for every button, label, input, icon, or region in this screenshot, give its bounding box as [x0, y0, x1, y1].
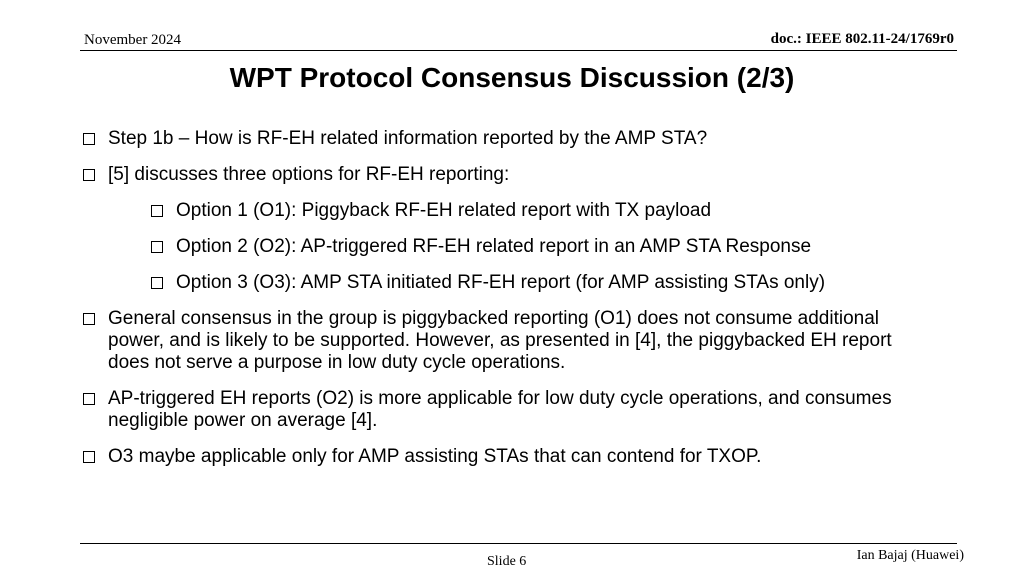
slide-body [80, 128, 920, 482]
bullet-item [80, 164, 920, 186]
checkbox-bullet-icon [151, 241, 163, 253]
bullet-text: Step 1b – How is RF-EH related information reported by the AMP STA? [108, 128, 708, 149]
checkbox-bullet-icon [151, 205, 163, 217]
sub-bullet-text: Option 1 (O1): Piggyback RF-EH related report with TX payload [176, 200, 712, 221]
bullet-text: General consensus in the group is piggybacked reporting (O1) does not consume additional power, and is likely to be supported. However, as presented in [4], the piggybacked EH report does not serve a purpose in low duty cycle operations. [108, 308, 892, 373]
bullet-item [80, 388, 920, 432]
bullet-text: AP-triggered EH reports (O2) is more applicable for low duty cycle operations, and consumes negligible power on average [4]. [108, 388, 892, 431]
checkbox-bullet-icon [83, 133, 95, 145]
bullet-item [80, 308, 920, 374]
sub-bullet-item [148, 200, 920, 222]
bullet-text: O3 maybe applicable only for AMP assisting STAs that can contend for TXOP. [108, 446, 762, 467]
footer-divider [80, 543, 957, 544]
footer-author: Ian Bajaj (Huawei) [856, 548, 964, 563]
slide-number: Slide 6 [487, 554, 527, 569]
header-divider [80, 50, 957, 51]
sub-bullet-item [148, 272, 920, 294]
bullet-item [80, 446, 920, 468]
checkbox-bullet-icon [83, 451, 95, 463]
header-date: November 2024 [84, 32, 182, 48]
slide-title: WPT Protocol Consensus Discussion (2/3) [229, 62, 795, 93]
checkbox-bullet-icon [83, 393, 95, 405]
sub-bullet-text: Option 3 (O3): AMP STA initiated RF-EH report (for AMP assisting STAs only) [176, 272, 826, 293]
checkbox-bullet-icon [83, 169, 95, 181]
bullet-text: [5] discusses three options for RF-EH reporting: [108, 164, 510, 185]
header-doc-id: doc.: IEEE 802.11-24/1769r0 [770, 31, 954, 47]
checkbox-bullet-icon [83, 313, 95, 325]
checkbox-bullet-icon [151, 277, 163, 289]
sub-bullet-text: Option 2 (O2): AP-triggered RF-EH related report in an AMP STA Response [176, 236, 812, 257]
bullet-item [80, 128, 920, 150]
sub-bullet-item [148, 236, 920, 258]
